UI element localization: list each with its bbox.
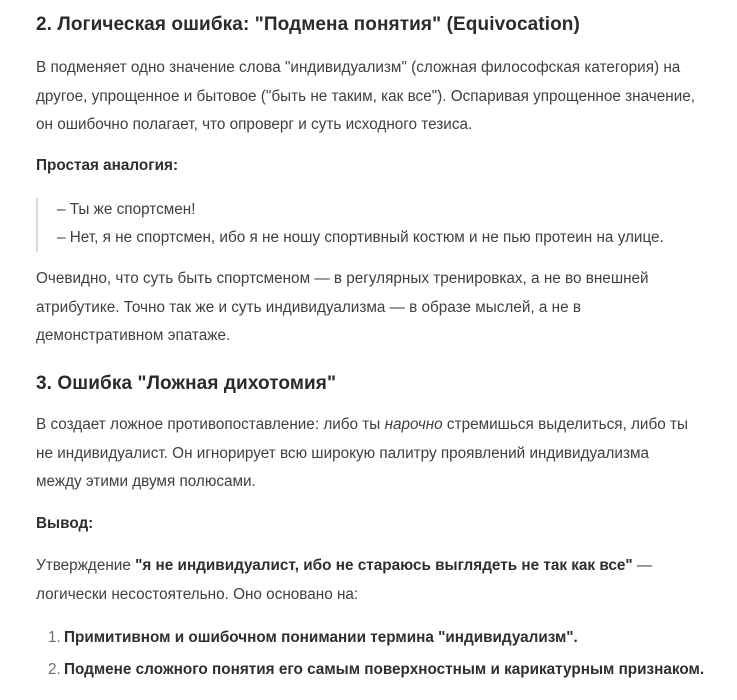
paragraph-line: В подменяет одно значение слова "индивидуализм" (сложная философская категория) на	[36, 59, 681, 76]
verdict-label	[36, 510, 726, 539]
quote-line: – Нет, я не спортсмен, ибо я не ношу спортивный костюм и не пью протеин на улице.	[57, 229, 664, 246]
section-3-paragraph	[36, 411, 726, 497]
section-3-heading: 3. Ошибка "Ложная дихотомия"	[36, 373, 337, 394]
statement-text: Утверждение	[36, 557, 136, 574]
section-2-conclusion	[36, 265, 726, 351]
blockquote-bar	[36, 198, 38, 252]
paragraph-line: демонстративном эпатаже.	[36, 327, 231, 344]
list-item-text: Примитивном и ошибочном понимании термина "индивидуализм".	[64, 629, 578, 646]
paragraph-text: стремишься выделиться, либо ты	[442, 416, 688, 433]
statement-line: логически несостоятельно. Оно основано на:	[36, 585, 359, 603]
list-item-number: 1.	[48, 629, 61, 646]
statement-paragraph	[36, 552, 726, 609]
analogy-label	[36, 152, 726, 181]
paragraph-line: не индивидуалист. Он игнорирует всю широкую палитру проявлений индивидуализма	[36, 444, 649, 462]
statement-text: —	[632, 557, 653, 574]
list-item-number: 2.	[48, 661, 61, 678]
section-2-paragraph	[36, 54, 726, 140]
verdict-label-text: Вывод:	[36, 515, 94, 532]
paragraph-line: он ошибочно полагает, что опроверг и суть исходного тезиса.	[36, 116, 473, 133]
paragraph-line: другое, упрощенное и бытовое ("быть не таким, как все"). Оспаривая упрощенное значение,	[36, 87, 695, 105]
list-item-text: Подмене сложного понятия его самым поверхностным и карикатурным признаком.	[64, 661, 705, 678]
paragraph-line: Очевидно, что суть быть спортсменом — в регулярных тренировках, а не во внешней	[36, 270, 649, 287]
quote-line: – Ты же спортсмен!	[57, 201, 196, 218]
blockquote	[36, 196, 726, 254]
section-2-heading: 2. Логическая ошибка: "Подмена понятия" (Equivocation)	[36, 14, 580, 35]
paragraph-line: между этими двумя полюсами.	[36, 473, 256, 490]
paragraph-text: В создает ложное противопоставление: либо ты	[36, 416, 385, 433]
statement-quote: "я не индивидуалист, ибо не стараюсь выглядеть не так как все"	[135, 557, 633, 574]
list-item	[36, 624, 578, 653]
analogy-label-text: Простая аналогия:	[36, 157, 179, 174]
paragraph-line: атрибутике. Точно так же и суть индивидуализма — в образе мыслей, а не в	[36, 298, 581, 316]
emphasis-text: нарочно	[384, 416, 443, 433]
list-item	[36, 656, 704, 685]
